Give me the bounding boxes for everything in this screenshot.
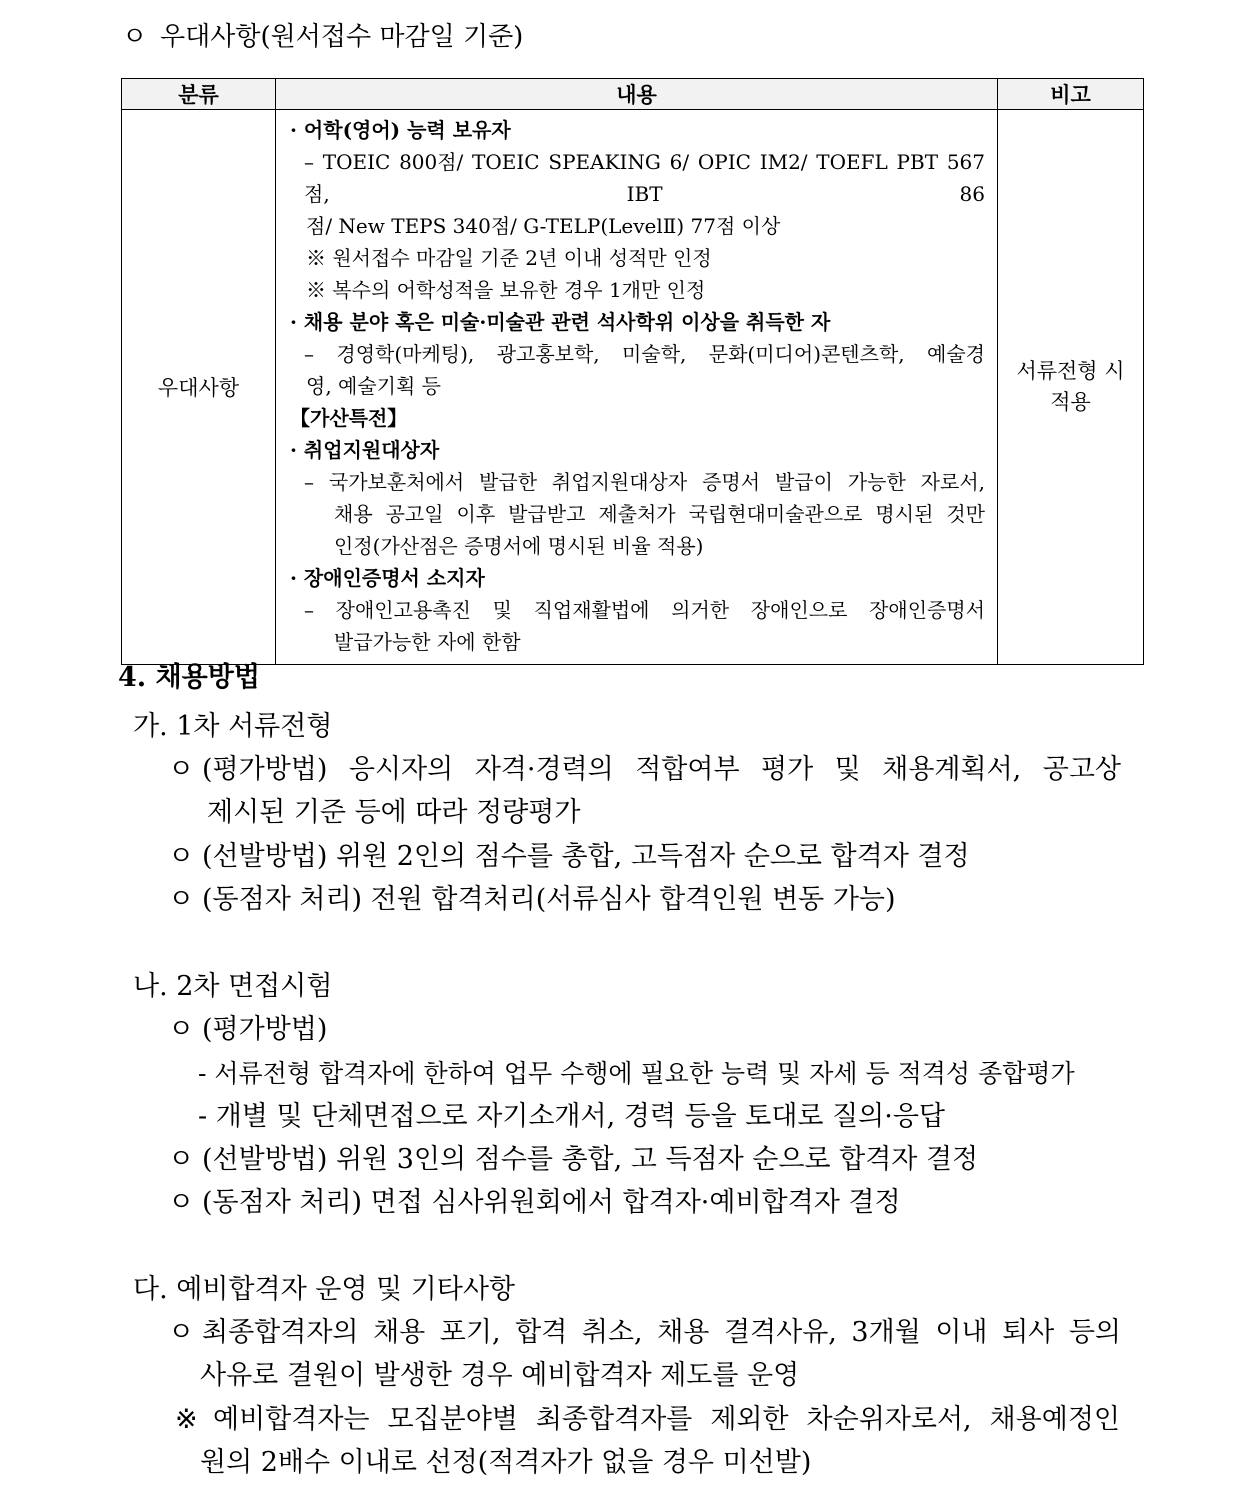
list-item-text: (평가방법) 응시자의 자격·경력의 적합여부 평가 및 채용계획서, 공고상 xyxy=(202,754,1121,785)
list-item-text: (선발방법) 위원 3인의 점수를 총합, 고 득점자 순으로 합격자 결정 xyxy=(202,1144,979,1175)
content-line: 인정(가산점은 증명서에 명시된 비율 적용) xyxy=(334,534,704,558)
list-item xyxy=(168,748,1121,791)
content-line: – TOEIC 800점/ TOEIC SPEAKING 6/ OPIC IM2/ TOEFL PBT 567점, IBT 86 xyxy=(304,150,985,206)
content-line: 점/ New TEPS 340점/ G-TELP(LevelⅡ) 77점 이상 xyxy=(306,214,781,238)
content-line: – 경영학(마케팅), 광고홍보학, 미술학, 문화(미디어)콘텐츠학, 예술경 xyxy=(304,342,985,366)
preference-table xyxy=(121,78,1144,665)
list-item xyxy=(168,1008,327,1051)
list-item-continuation: 제시된 기준 등에 따라 정량평가 xyxy=(207,797,581,828)
bullet-marker: ㅇ xyxy=(168,1144,195,1175)
note-item xyxy=(175,1398,1120,1441)
header-note: 비고 xyxy=(998,79,1144,110)
bullet-marker: ㅇ xyxy=(168,884,195,915)
list-item-continuation: 사유로 결원이 발생한 경우 예비합격자 제도를 운영 xyxy=(200,1360,800,1391)
list-item xyxy=(168,835,970,878)
content-line: · 장애인증명서 소지자 xyxy=(290,566,485,590)
list-item-text: (선발방법) 위원 2인의 점수를 총합, 고득점자 순으로 합격자 결정 xyxy=(202,841,970,872)
sub-item: - 개별 및 단체면접으로 자기소개서, 경력 등을 토대로 질의·응답 xyxy=(198,1101,945,1132)
content-line: – 장애인고용촉진 및 직업재활법에 의거한 장애인으로 장애인증명서 xyxy=(304,598,985,622)
bullet-marker: ㅇ xyxy=(168,841,195,872)
content-line: 영, 예술기획 등 xyxy=(306,374,441,398)
content-line: · 어학(영어) 능력 보유자 xyxy=(290,118,511,142)
subsection-title: 가. 1차 서류전형 xyxy=(133,711,333,742)
section-title-text: 우대사항(원서접수 마감일 기준) xyxy=(160,22,524,52)
list-item xyxy=(168,1181,901,1224)
list-item-text: (평가방법) xyxy=(202,1014,328,1045)
list-item-text: (동점자 처리) 전원 합격처리(서류심사 합격인원 변동 가능) xyxy=(202,884,896,915)
table-header-row xyxy=(122,79,1144,110)
content-line: ※ 복수의 어학성적을 보유한 경우 1개만 인정 xyxy=(306,278,706,302)
content-line: · 채용 분야 혹은 미술·미술관 관련 석사학위 이상을 취득한 자 xyxy=(290,310,831,334)
bullet-marker: ㅇ xyxy=(168,1317,195,1348)
note-cell xyxy=(998,110,1144,665)
list-item xyxy=(168,878,896,921)
header-content: 내용 xyxy=(276,79,998,110)
note-line: 적용 xyxy=(1050,390,1091,414)
content-cell xyxy=(276,110,998,665)
note-text: 예비합격자는 모집분야별 최종합격자를 제외한 차순위자로서, 채용예정인 xyxy=(213,1404,1120,1435)
list-item xyxy=(168,1138,978,1181)
list-item-text: (동점자 처리) 면접 심사위원회에서 합격자·예비합격자 결정 xyxy=(202,1187,901,1218)
table-row xyxy=(122,110,1144,665)
sub-item: - 서류전형 합격자에 한하여 업무 수행에 필요한 능력 및 자세 등 적격성 종합평가 xyxy=(198,1059,1075,1088)
header-category: 분류 xyxy=(122,79,276,110)
section-heading: 4. 채용방법 xyxy=(118,662,260,693)
content-line: ※ 원서접수 마감일 기준 2년 이내 성적만 인정 xyxy=(306,246,712,270)
content-line: – 국가보훈처에서 발급한 취업지원대상자 증명서 발급이 가능한 자로서, xyxy=(304,470,985,494)
content-line: · 취업지원대상자 xyxy=(290,438,440,462)
list-item xyxy=(168,1311,1121,1354)
bullet-marker: ㅇ xyxy=(168,1187,195,1218)
note-line: 서류전형 시 xyxy=(1016,359,1125,383)
content-line: 【가산특전】 xyxy=(290,406,408,430)
subsection-title: 다. 예비합격자 운영 및 기타사항 xyxy=(133,1274,515,1305)
content-line: 발급가능한 자에 한함 xyxy=(334,630,521,654)
bullet-marker: ㅇ xyxy=(122,22,148,52)
note-continuation: 원의 2배수 이내로 선정(적격자가 없을 경우 미선발) xyxy=(200,1447,812,1478)
list-item-text: 최종합격자의 채용 포기, 합격 취소, 채용 결격사유, 3개월 이내 퇴사 등의 xyxy=(202,1317,1121,1348)
content-line: 채용 공고일 이후 발급받고 제출처가 국립현대미술관으로 명시된 것만 xyxy=(334,502,985,526)
bullet-marker: ㅇ xyxy=(168,1014,195,1045)
category-cell: 우대사항 xyxy=(122,110,276,665)
note-mark: ※ xyxy=(175,1404,198,1435)
bullet-marker: ㅇ xyxy=(168,754,195,785)
section-title xyxy=(122,22,523,53)
subsection-title: 나. 2차 면접시험 xyxy=(133,971,333,1002)
